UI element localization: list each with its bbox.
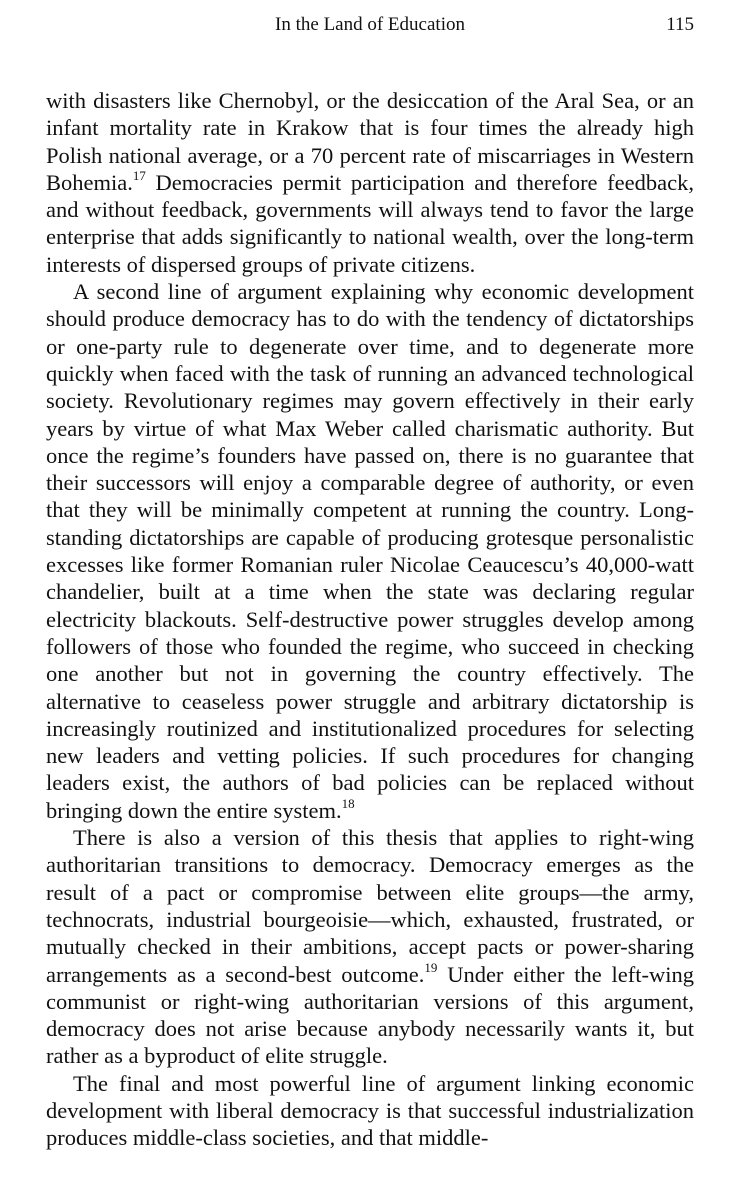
paragraph-1-text-b: Democracies permit participation and therefore feedback, and without feedback, governments will always tend to favor the large enterprise that adds significantly to national wealth, over the long-term interests of dispersed groups of private citizens. — [46, 169, 694, 277]
paragraph-4 — [46, 1070, 694, 1152]
running-title: In the Land of Education — [275, 14, 465, 35]
page-number: 115 — [666, 14, 694, 35]
footnote-ref-19: 19 — [424, 959, 438, 975]
body-text — [46, 87, 694, 1152]
paragraph-2-text-a: A second line of argument explaining why economic development should produce democracy has to do with the tendency of dictatorships or one-party rule to degenerate over time, and to degenerate more quickly when faced with the task of running an advanced technological society. Revolutionary regimes may govern effectively in their early years by virtue of what Max Weber called charismatic authority. But once the regime’s founders have passed on, there is no guarantee that their successors will enjoy a comparable degree of authority, or even that they will be minimally competent at running the country. Long-standing dictatorships are capable of producing grotesque personalistic excesses like former Romanian ruler Nicolae Ceaucescu’s 40,000-watt chandelier, built at a time when the state was declaring regular electricity blackouts. Self-destructive power struggles develop among followers of those who founded the regime, who succeed in checking one another but not in governing the country effectively. The alternative to ceaseless power struggle and arbitrary dictatorship is increasingly routinized and institutionalized procedures for selecting new leaders and vetting policies. If such procedures for changing leaders exist, the authors of bad policies can be replaced without bringing down the entire system. — [46, 279, 694, 823]
paragraph-2 — [46, 278, 694, 824]
paragraph-1 — [46, 87, 694, 278]
paragraph-3-text-a: There is also a version of this thesis that applies to right-wing authoritarian transitions to democracy. Democracy emerges as the result of a pact or compromise between elite groups—the army, technocrats, industrial bourgeoisie—which, exhausted, frustrated, or mutually checked in their ambitions, accept pacts or power-sharing arrangements as a second-best outcome. — [46, 825, 694, 987]
paragraph-3-text-b: Under either the left-wing communist or right-wing authoritarian versions of this argument, democracy does not arise because anybody necessarily wants it, but rather as a byproduct of elite struggle. — [46, 961, 694, 1069]
footnote-ref-17: 17 — [132, 167, 146, 183]
book-page — [46, 10, 694, 1152]
paragraph-1-text-a: with disasters like Chernobyl, or the desiccation of the Aral Sea, or an infant mortality rate in Krakow that is four times the already high Polish national average, or a 70 percent rate of miscarriages in Western Bohemia. — [46, 88, 694, 195]
footnote-ref-18: 18 — [341, 795, 355, 811]
paragraph-4-text: The final and most powerful line of argument linking economic development with liberal democracy is that successful industrialization produces middle-class societies, and that middle- — [46, 1070, 694, 1151]
running-head — [46, 10, 694, 40]
paragraph-3 — [46, 824, 694, 1070]
